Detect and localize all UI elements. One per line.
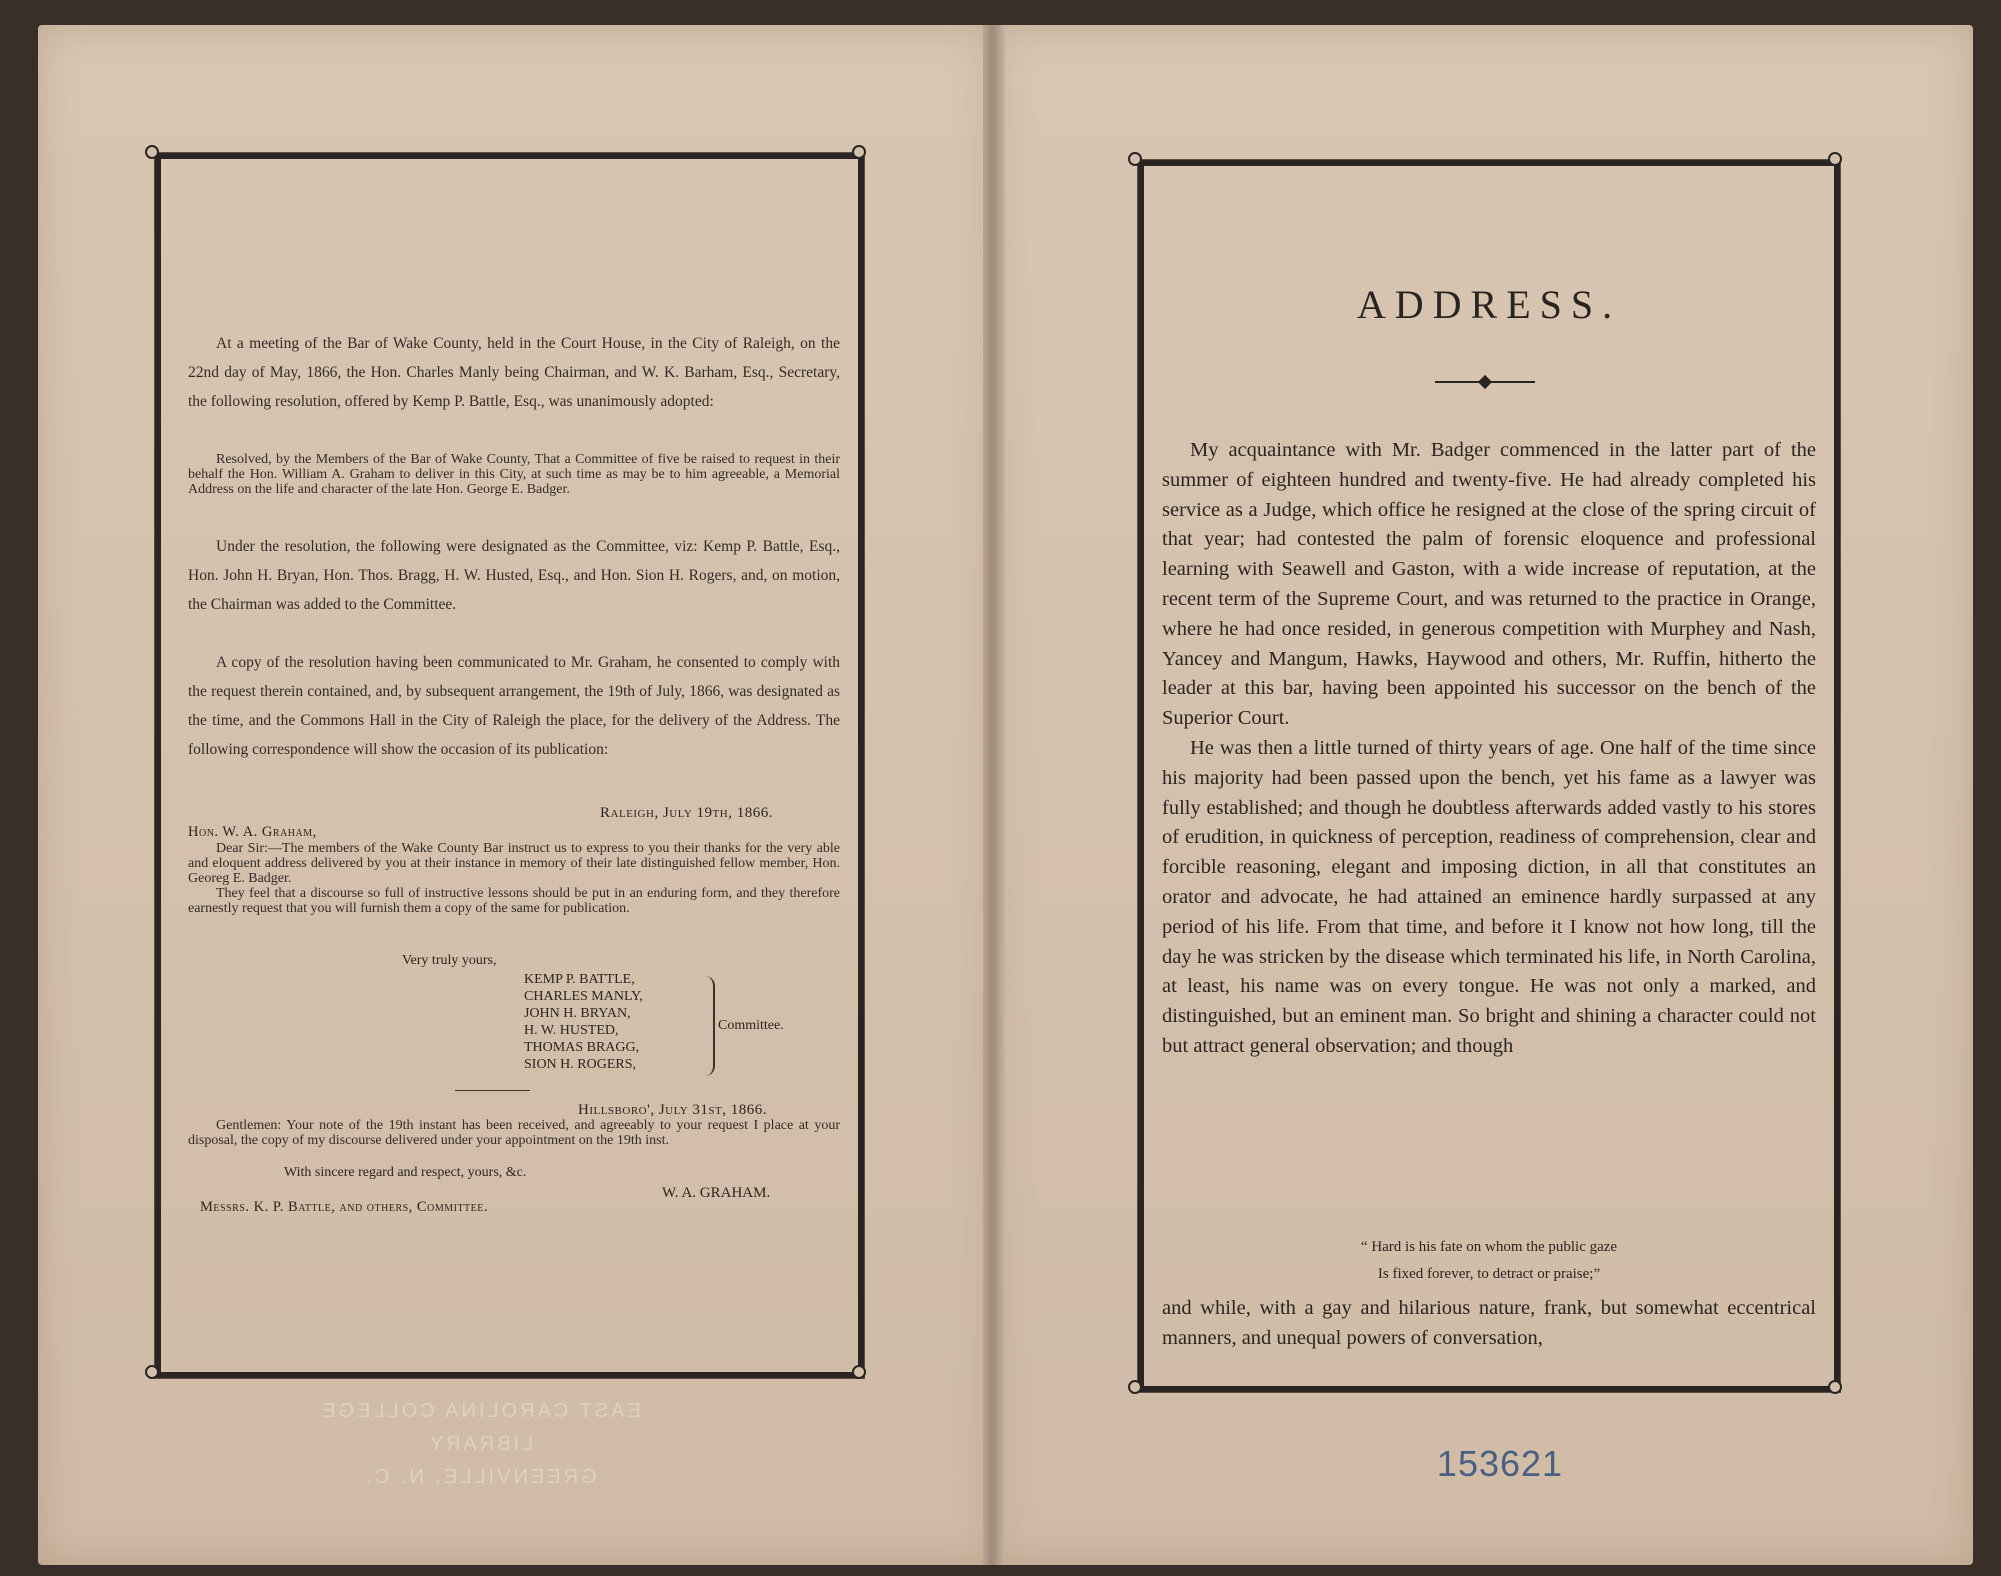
- border-corner-ornament: [145, 1365, 159, 1379]
- signatory-name: JOHN H. BRYAN,: [524, 1006, 631, 1021]
- letter1-request-text: They feel that a discourse so full of instructive lessons should be put in an enduring form, and they therefore earnestly request that you will furnish them a copy of the same for publication.: [188, 886, 840, 916]
- address-paragraph-3: [1162, 1294, 1816, 1354]
- address-paragraph-1: [1162, 436, 1816, 1062]
- letter2-closing: With sincere regard and respect, yours, &c.: [284, 1165, 527, 1180]
- library-stamp-line: GREENVILLE, N. C.: [363, 1466, 597, 1488]
- meeting-intro-text: At a meeting of the Bar of Wake County, held in the Court House, in the City of Raleigh, on the 22nd day of May, 1866, the Hon. Charles Manly being Chairman, and W. K. Barham, Esq., Secretary, the following resolution, offered by Kemp P. Battle, Esq., was unanimously adopted:: [188, 335, 840, 410]
- signatory-name: THOMAS BRAGG,: [524, 1040, 640, 1055]
- copy-text: A copy of the resolution having been communicated to Mr. Graham, he consented to comply with the request therein contained, and, by subsequent arrangement, the 19th of July, 1866, was designated as the time, and the Commons Hall in the City of Raleigh the place, for the delivery of the Address. The following correspondence will show the occasion of its publication:: [188, 654, 840, 758]
- signatory-name: H. W. HUSTED,: [524, 1023, 619, 1038]
- quote-line: Is fixed forever, to detract or praise;”: [1377, 1266, 1601, 1282]
- border-corner-ornament: [1128, 152, 1142, 166]
- letter2-body-text: Gentlemen: Your note of the 19th instant has been received, and agreeably to your request I place at your disposal, the copy of my discourse delivered under your appointment on the 19th inst.: [188, 1118, 840, 1148]
- address-text: My acquaintance with Mr. Badger commenced in the latter part of the summer of eighteen hundred and twenty-five. He had already completed his service as a Judge, which office he resigned at the close of the spring circuit of that year; had contested the palm of forensic eloquence and professional learning with Seawell and Gaston, with a wide increase of reputation, at the recent term of the Supreme Court, and was returned to the practice in Orange, where he had once resided, in generous competition with Murphey and Nash, Yancey and Mangum, Hawks, Haywood and others, Mr. Ruffin, hitherto the leader at this bar, having been appointed his successor on the bench of the Superior Court.: [1162, 439, 1816, 730]
- letter1-closing: Very truly yours,: [402, 953, 497, 968]
- page-title: ADDRESS.: [1356, 282, 1622, 327]
- border-corner-ornament: [1828, 152, 1842, 166]
- accession-number: 153621: [1436, 1443, 1564, 1484]
- address-text: and while, with a gay and hilarious nature, frank, but somewhat eccentrical manners, and unequal powers of conversation,: [1162, 1297, 1816, 1349]
- library-stamp-line: EAST CAROLINA COLLEGE: [319, 1400, 641, 1422]
- resolution-text: Resolved, by the Members of the Bar of Wake County, That a Committee of five be raised to request in their behalf the Hon. William A. Graham to deliver in this City, at such time as may be to him agreeable, a Memorial Address on the life and character of the late Hon. George E. Badger.: [188, 452, 840, 497]
- resolution-paragraph: [188, 452, 840, 497]
- title-ornament: [1435, 381, 1535, 383]
- poetry-quote: [1162, 1234, 1816, 1288]
- signatory-name: KEMP P. BATTLE,: [524, 972, 635, 987]
- letter1-body: [188, 841, 840, 916]
- library-stamp-line: LIBRARY: [426, 1433, 534, 1455]
- copy-paragraph: [188, 648, 840, 764]
- border-corner-ornament: [1828, 1380, 1842, 1394]
- letter-divider: [455, 1090, 530, 1091]
- signatory-name: SION H. ROGERS,: [524, 1057, 637, 1072]
- committee-label: Committee.: [718, 1018, 784, 1033]
- letter1-addressee: Hon. W. A. Graham,: [188, 824, 317, 840]
- address-text: He was then a little turned of thirty years of age. One half of the time since his majority had been passed upon the bench, yet his fame as a lawyer was fully established; and though he doubtless afterwards added vastly to his stores of erudition, in quickness of perception, readiness of comprehension, clear and forcible reasoning, elegant and imposing diction, in all that constitutes an orator and advocate, he had attained an eminence hardly surpassed at any period of his life. From that time, and before it I know not how long, till the day he was stricken by the disease which terminated his life, in North Carolina, at least, his name was on every tongue. He was not only a marked, and distinguished, but an eminent man. So bright and shining a character could not but attract general observation; and though: [1162, 736, 1816, 1057]
- quote-line: “ Hard is his fate on whom the public gaze: [1360, 1239, 1618, 1255]
- border-corner-ornament: [1128, 1380, 1142, 1394]
- committee-brace: [703, 976, 715, 1076]
- letter2-recipients: Messrs. K. P. Battle, and others, Committee.: [200, 1199, 488, 1215]
- committee-paragraph: [188, 532, 840, 619]
- border-corner-ornament: [852, 145, 866, 159]
- border-corner-ornament: [145, 145, 159, 159]
- book-gutter: [983, 25, 1005, 1565]
- signatory-name: CHARLES MANLY,: [524, 989, 643, 1004]
- committee-text: Under the resolution, the following were designated as the Committee, viz: Kemp P. Battle, Esq., Hon. John H. Bryan, Hon. Thos. Bragg, H. W. Husted, Esq., and Hon. Sion H. Rogers, and, on motion, the Chairman was added to the Committee.: [188, 538, 840, 613]
- letter2-signature: W. A. GRAHAM.: [662, 1185, 771, 1201]
- letter1-dateline: Raleigh, July 19th, 1866.: [600, 805, 773, 821]
- border-corner-ornament: [852, 1365, 866, 1379]
- letter2-dateline: Hillsboro', July 31st, 1866.: [578, 1102, 767, 1118]
- meeting-intro-paragraph: [188, 329, 840, 416]
- letter2-body: [188, 1118, 840, 1148]
- letter1-body-text: Dear Sir:—The members of the Wake County Bar instruct us to express to you their thanks for the very able and eloquent address delivered by you at their instance in memory of their late distinguished fellow member, Hon. Georeg E. Badger.: [188, 841, 840, 886]
- library-stamp: [300, 1395, 660, 1494]
